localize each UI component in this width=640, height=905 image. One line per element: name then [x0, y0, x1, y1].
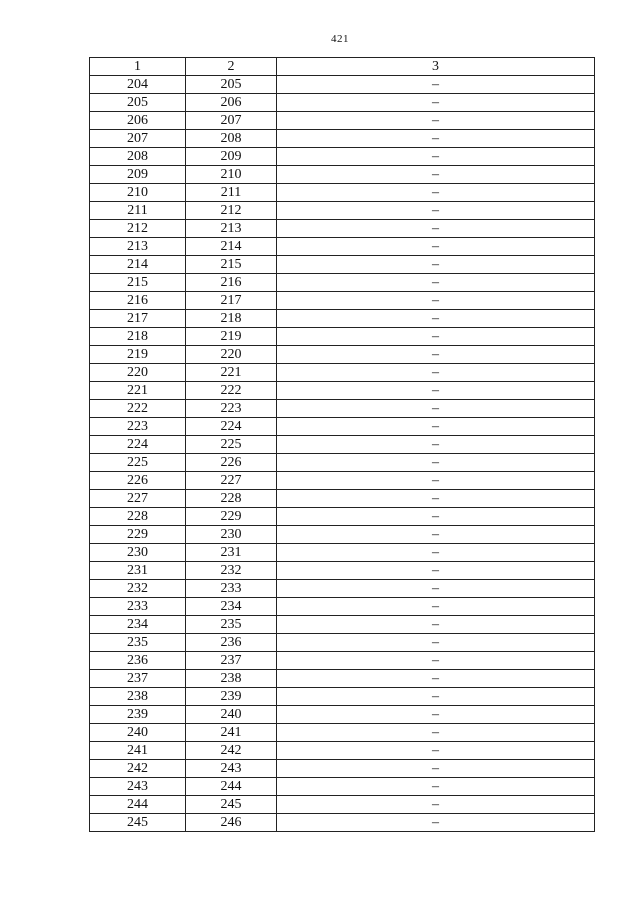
table-cell-col-1: 242: [90, 760, 186, 778]
table-row: [90, 400, 595, 418]
table-cell-col-3: –: [277, 562, 595, 580]
table-cell-col-3: –: [277, 256, 595, 274]
table-cell-col-2: 233: [186, 580, 277, 598]
table-cell-col-1: 209: [90, 166, 186, 184]
table-cell-col-1: 239: [90, 706, 186, 724]
table-cell-col-3: –: [277, 490, 595, 508]
table-cell-col-3: –: [277, 436, 595, 454]
table-cell-col-3: –: [277, 814, 595, 832]
table-cell-col-3: –: [277, 112, 595, 130]
table-cell-col-2: 214: [186, 238, 277, 256]
table-cell-col-1: 236: [90, 652, 186, 670]
table-cell-col-2: 239: [186, 688, 277, 706]
table-cell-col-2: 223: [186, 400, 277, 418]
table-cell-col-2: 213: [186, 220, 277, 238]
table-row: [90, 166, 595, 184]
table-row: [90, 418, 595, 436]
table-row: [90, 310, 595, 328]
table-cell-col-1: 204: [90, 76, 186, 94]
table-row: [90, 814, 595, 832]
table-cell-col-3: –: [277, 76, 595, 94]
table-cell-col-2: 236: [186, 634, 277, 652]
table-cell-col-1: 226: [90, 472, 186, 490]
table-row: [90, 328, 595, 346]
table-row: [90, 616, 595, 634]
table-cell-col-1: 245: [90, 814, 186, 832]
column-header-3: 3: [277, 58, 595, 76]
table-cell-col-1: 216: [90, 292, 186, 310]
table-cell-col-3: –: [277, 238, 595, 256]
table-cell-col-3: –: [277, 364, 595, 382]
table-row: [90, 760, 595, 778]
table-cell-col-3: –: [277, 634, 595, 652]
table-cell-col-2: 206: [186, 94, 277, 112]
table-cell-col-1: 231: [90, 562, 186, 580]
table-row: [90, 202, 595, 220]
table-cell-col-3: –: [277, 706, 595, 724]
table-row: [90, 706, 595, 724]
table-row: [90, 382, 595, 400]
table-cell-col-1: 237: [90, 670, 186, 688]
table-row: [90, 454, 595, 472]
table-cell-col-2: 228: [186, 490, 277, 508]
table-row: [90, 778, 595, 796]
table-cell-col-2: 207: [186, 112, 277, 130]
table-cell-col-3: –: [277, 418, 595, 436]
table-row: [90, 274, 595, 292]
table-cell-col-3: –: [277, 166, 595, 184]
table-cell-col-1: 206: [90, 112, 186, 130]
table-cell-col-3: –: [277, 454, 595, 472]
data-table: [89, 57, 595, 832]
table-cell-col-3: –: [277, 508, 595, 526]
table-cell-col-3: –: [277, 724, 595, 742]
table-row: [90, 670, 595, 688]
table-row: [90, 94, 595, 112]
table-row: [90, 148, 595, 166]
table-row: [90, 634, 595, 652]
table-cell-col-3: –: [277, 652, 595, 670]
page-number: 421: [331, 33, 349, 45]
table-cell-col-2: 237: [186, 652, 277, 670]
table-cell-col-1: 215: [90, 274, 186, 292]
table-cell-col-1: 207: [90, 130, 186, 148]
table-row: [90, 112, 595, 130]
table-cell-col-3: –: [277, 148, 595, 166]
table-row: [90, 76, 595, 94]
table-row: [90, 598, 595, 616]
table-row: [90, 130, 595, 148]
table-cell-col-2: 234: [186, 598, 277, 616]
table-cell-col-3: –: [277, 526, 595, 544]
table-cell-col-1: 227: [90, 490, 186, 508]
table-cell-col-1: 210: [90, 184, 186, 202]
table-cell-col-2: 246: [186, 814, 277, 832]
table-cell-col-1: 233: [90, 598, 186, 616]
table-cell-col-3: –: [277, 346, 595, 364]
table-cell-col-2: 219: [186, 328, 277, 346]
table-cell-col-1: 217: [90, 310, 186, 328]
table-cell-col-1: 213: [90, 238, 186, 256]
table-cell-col-2: 225: [186, 436, 277, 454]
table-cell-col-1: 234: [90, 616, 186, 634]
table-cell-col-2: 212: [186, 202, 277, 220]
table-row: [90, 364, 595, 382]
table-cell-col-3: –: [277, 310, 595, 328]
table-cell-col-3: –: [277, 472, 595, 490]
table-row: [90, 436, 595, 454]
table-cell-col-1: 241: [90, 742, 186, 760]
table-row: [90, 184, 595, 202]
table-cell-col-2: 235: [186, 616, 277, 634]
table-cell-col-3: –: [277, 94, 595, 112]
table-cell-col-3: –: [277, 400, 595, 418]
table-row: [90, 472, 595, 490]
table-cell-col-3: –: [277, 796, 595, 814]
table-cell-col-2: 224: [186, 418, 277, 436]
table-cell-col-3: –: [277, 274, 595, 292]
table-cell-col-1: 238: [90, 688, 186, 706]
table-row: [90, 580, 595, 598]
table-cell-col-2: 205: [186, 76, 277, 94]
table-row: [90, 490, 595, 508]
table-row: [90, 562, 595, 580]
table-cell-col-2: 217: [186, 292, 277, 310]
table-cell-col-2: 209: [186, 148, 277, 166]
table-cell-col-2: 222: [186, 382, 277, 400]
table-cell-col-3: –: [277, 328, 595, 346]
table-cell-col-3: –: [277, 616, 595, 634]
table-cell-col-2: 210: [186, 166, 277, 184]
table-cell-col-2: 220: [186, 346, 277, 364]
table-row: [90, 652, 595, 670]
table-cell-col-2: 241: [186, 724, 277, 742]
table-header-row: [90, 58, 595, 76]
table-cell-col-1: 244: [90, 796, 186, 814]
table-cell-col-2: 238: [186, 670, 277, 688]
column-header-2: 2: [186, 58, 277, 76]
table-cell-col-1: 208: [90, 148, 186, 166]
table-cell-col-1: 230: [90, 544, 186, 562]
table-body: [90, 76, 595, 832]
table-cell-col-2: 244: [186, 778, 277, 796]
table-cell-col-1: 232: [90, 580, 186, 598]
table-cell-col-2: 216: [186, 274, 277, 292]
table-cell-col-2: 229: [186, 508, 277, 526]
table-cell-col-1: 228: [90, 508, 186, 526]
table-cell-col-3: –: [277, 202, 595, 220]
table-cell-col-2: 231: [186, 544, 277, 562]
table-cell-col-1: 220: [90, 364, 186, 382]
table-row: [90, 346, 595, 364]
table-cell-col-1: 214: [90, 256, 186, 274]
table-cell-col-1: 219: [90, 346, 186, 364]
table-cell-col-1: 211: [90, 202, 186, 220]
table-cell-col-3: –: [277, 382, 595, 400]
table-cell-col-1: 218: [90, 328, 186, 346]
table-cell-col-3: –: [277, 778, 595, 796]
table-cell-col-3: –: [277, 184, 595, 202]
table-row: [90, 526, 595, 544]
table-cell-col-2: 215: [186, 256, 277, 274]
table-cell-col-3: –: [277, 130, 595, 148]
table-cell-col-1: 223: [90, 418, 186, 436]
table-cell-col-2: 227: [186, 472, 277, 490]
table-row: [90, 724, 595, 742]
table-row: [90, 238, 595, 256]
table-row: [90, 544, 595, 562]
table-cell-col-3: –: [277, 742, 595, 760]
column-header-1: 1: [90, 58, 186, 76]
table-cell-col-3: –: [277, 544, 595, 562]
table-cell-col-1: 224: [90, 436, 186, 454]
table-row: [90, 220, 595, 238]
table-cell-col-2: 221: [186, 364, 277, 382]
table-cell-col-3: –: [277, 760, 595, 778]
table-row: [90, 688, 595, 706]
table-cell-col-3: –: [277, 688, 595, 706]
table-cell-col-3: –: [277, 598, 595, 616]
table-cell-col-1: 212: [90, 220, 186, 238]
table-cell-col-2: 232: [186, 562, 277, 580]
table-row: [90, 742, 595, 760]
table-cell-col-2: 240: [186, 706, 277, 724]
table-row: [90, 508, 595, 526]
table-cell-col-1: 235: [90, 634, 186, 652]
table-cell-col-1: 225: [90, 454, 186, 472]
table-row: [90, 292, 595, 310]
table-cell-col-2: 218: [186, 310, 277, 328]
table-cell-col-1: 229: [90, 526, 186, 544]
table-cell-col-1: 243: [90, 778, 186, 796]
table-cell-col-1: 205: [90, 94, 186, 112]
table-cell-col-2: 208: [186, 130, 277, 148]
table-cell-col-2: 230: [186, 526, 277, 544]
table-cell-col-3: –: [277, 670, 595, 688]
table-cell-col-1: 240: [90, 724, 186, 742]
table-cell-col-3: –: [277, 580, 595, 598]
table-cell-col-1: 221: [90, 382, 186, 400]
table-cell-col-3: –: [277, 220, 595, 238]
table-cell-col-2: 243: [186, 760, 277, 778]
table-cell-col-1: 222: [90, 400, 186, 418]
table-cell-col-2: 226: [186, 454, 277, 472]
table-cell-col-3: –: [277, 292, 595, 310]
table-cell-col-2: 211: [186, 184, 277, 202]
table-row: [90, 256, 595, 274]
table-row: [90, 796, 595, 814]
table-cell-col-2: 242: [186, 742, 277, 760]
table-cell-col-2: 245: [186, 796, 277, 814]
